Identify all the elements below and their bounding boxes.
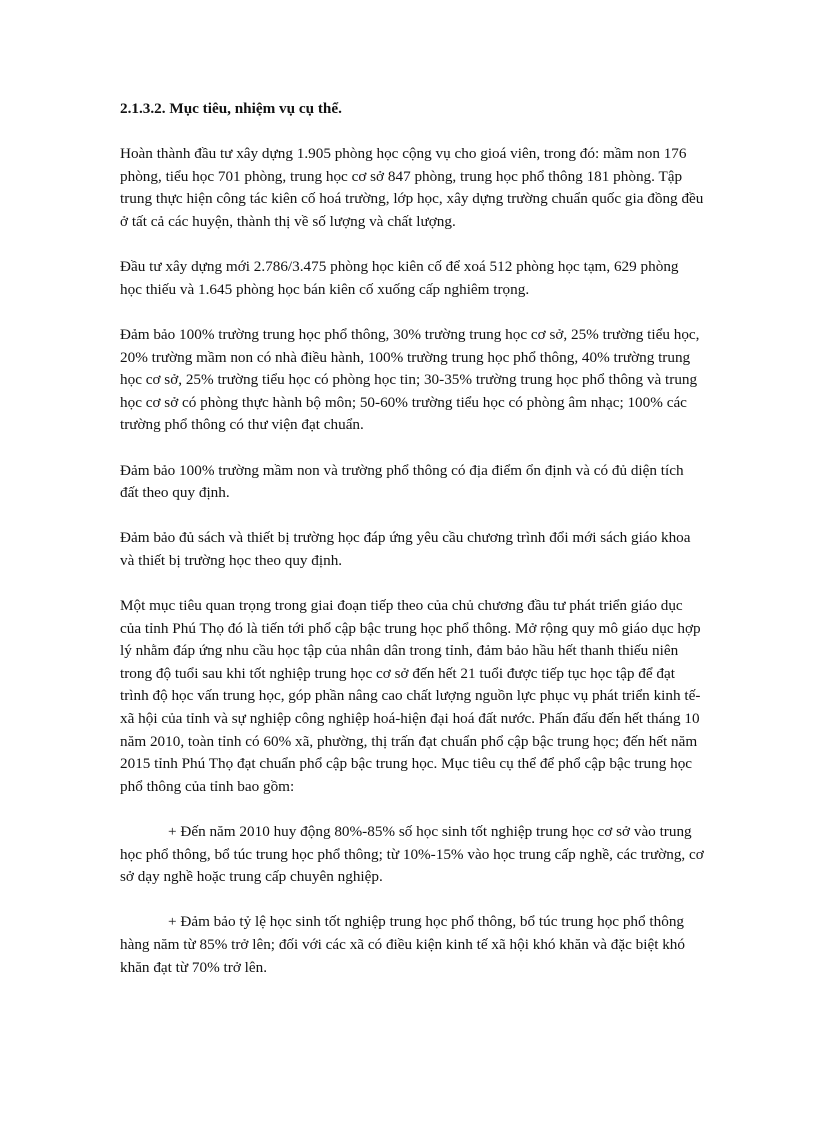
paragraph-universal-education-goal: Một mục tiêu quan trọng trong giai đoạn tiếp theo của chủ chương đầu tư phát triển giáo dục của tỉnh Phú Thọ đó là tiến tới phổ cập bậc trung học phổ thông. Mở rộng quy mô giáo dục hợp lý nhằm đáp ứng nhu cầu học tập của nhân dân trong tỉnh, đảm bảo hầu hết thanh thiếu niên trong độ tuổi sau khi tốt nghiệp trung học cơ sở đến hết 21 tuổi được tiếp tục học tập để đạt trình độ học vấn trung học, góp phần nâng cao chất lượng nguồn lực phục vụ phát triển kinh tế- xã hội của tỉnh và sự nghiệp công nghiệp hoá-hiện đại hoá đất nước. Phấn đấu đến hết tháng 10 năm 2010, toàn tỉnh có 60% xã, phường, thị trấn đạt chuẩn phổ cập bậc trung học; đến hết năm 2015 tỉnh Phú Thọ đạt chuẩn phổ cập bậc trung học. Mục tiêu cụ thể để phổ cập bậc trung học phổ thông của tỉnh bao gồm:	[120, 597, 701, 795]
paragraph-textbooks-equipment: Đảm bảo đủ sách và thiết bị trường học đáp ứng yêu cầu chương trình đổi mới sách giáo khoa và thiết bị trường học theo quy định.	[120, 529, 691, 569]
section-heading: 2.1.3.2. Mục tiêu, nhiệm vụ cụ thể.	[120, 100, 342, 117]
paragraph-new-classrooms: Đầu tư xây dựng mới 2.786/3.475 phòng học kiên cố để xoá 512 phòng học tạm, 629 phòng học thiếu và 1.645 phòng học bán kiên cố xuống cấp nghiêm trọng.	[120, 258, 679, 298]
paragraph-facility-targets: Đảm bảo 100% trường trung học phổ thông, 30% trường trung học cơ sở, 25% trường tiểu học, 20% trường mầm non có nhà điều hành, 100% trường trung học phổ thông, 40% trường trung học cơ sở, 25% trường tiểu học có phòng học tin; 30-35% trường trung học phổ thông và trung học cơ sở có phòng thực hành bộ môn; 50-60% trường tiểu học có phòng âm nhạc; 100% các trường phổ thông có thư viện đạt chuẩn.	[120, 325, 700, 434]
document-page	[120, 98, 704, 1002]
paragraph-land-area: Đảm bảo 100% trường mầm non và trường phổ thông có địa điểm ổn định và có đủ diện tích đất theo quy định.	[120, 461, 684, 502]
paragraph-classroom-construction: Hoàn thành đầu tư xây dựng 1.905 phòng học cộng vụ cho gioá viên, trong đó: mầm non 176 phòng, tiểu học 701 phòng, trung học cơ sở 847 phòng, trung học phổ thông 181 phòng. Tập trung thực hiện công tác kiên cố hoá trường, lớp học, xây dựng trường chuẩn quốc gia đồng đều ở tất cả các huyện, thành thị về số lượng và chất lượng.	[120, 145, 704, 230]
bullet-graduation-rate: + Đảm bảo tỷ lệ học sinh tốt nghiệp trung học phổ thông, bổ túc trung học phổ thông hàng năm từ 85% trở lên; đối với các xã có điều kiện kinh tế xã hội khó khăn và đặc biệt khó khăn đạt từ 70% trở lên.	[120, 913, 685, 976]
bullet-enrollment-target: + Đến năm 2010 huy động 80%-85% số học sinh tốt nghiệp trung học cơ sở vào trung học phổ thông, bổ túc trung học phổ thông; từ 10%-15% vào học trung cấp nghề, các trường, cơ sở dạy nghề hoặc trung cấp chuyên nghiệp.	[120, 823, 704, 886]
